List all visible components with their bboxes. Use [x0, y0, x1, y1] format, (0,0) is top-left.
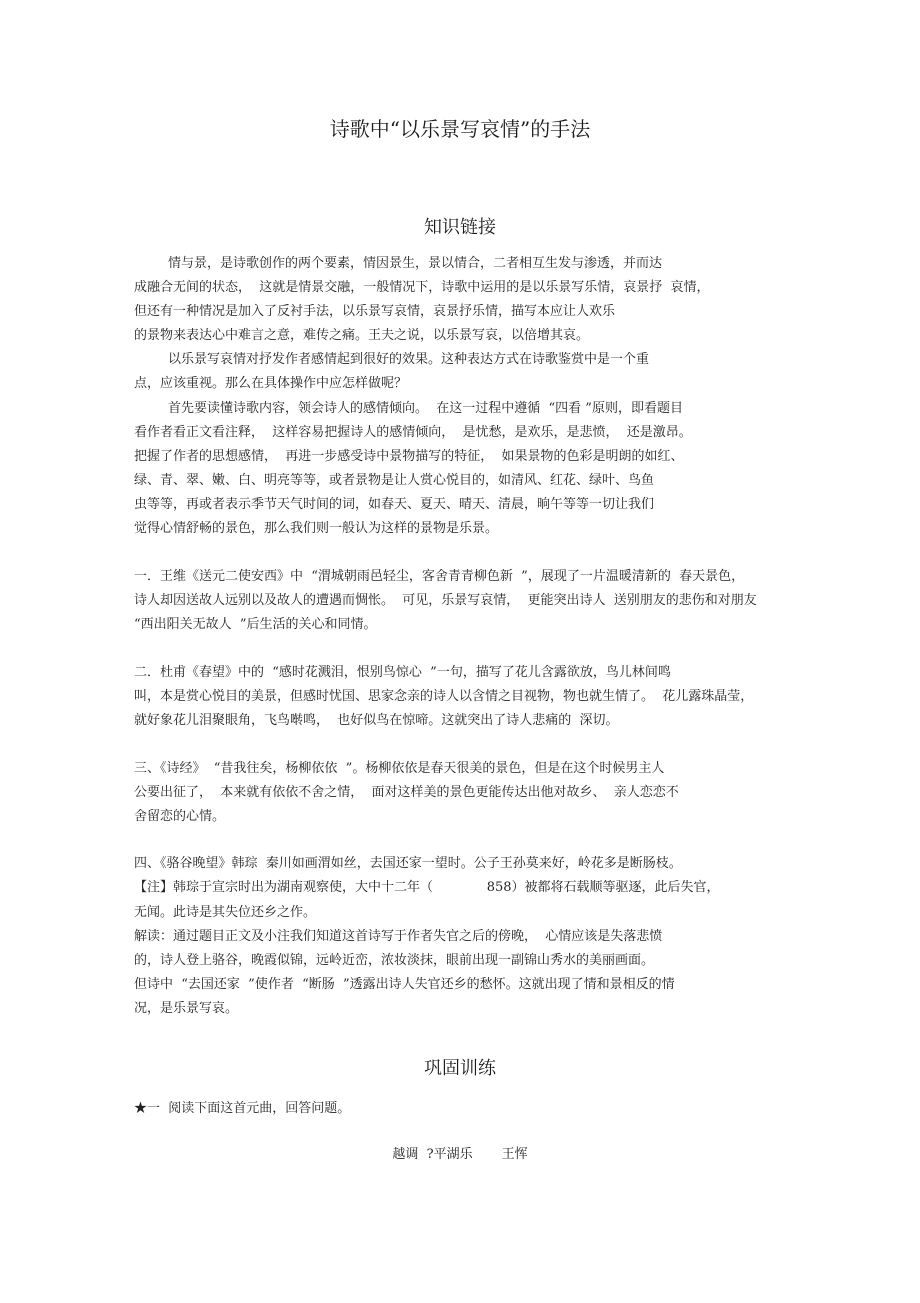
example-4-line: 况，是乐景写哀。 [134, 1001, 239, 1016]
example-3-line: 三、《诗经》 “昔我往矣，杨柳依依 ”。杨柳依依是春天很美的景色，但是在这个时候男主人 [134, 761, 665, 776]
example-4-line: 的，诗人登上骆谷，晚霞似锦，远岭近峦，浓妆淡抹，眼前出现一副锦山秀水的美丽画面。 [134, 953, 655, 968]
intro-line: 情与景，是诗歌创作的两个要素，情因景生，景以情合，二者相互生发与渗透，并而达 [168, 256, 663, 271]
intro-line: 点，应该重视。那么在具体操作中应怎样做呢？ [134, 376, 408, 391]
intro-line: 虫等等，再或者表示季节天气时间的词，如春天、夏天、晴天、清晨，晌午等等一切让我们 [134, 497, 655, 512]
section-heading-practice: 巩固训练 [424, 1058, 496, 1079]
intro-line: 把握了作者的思想感情， 再进一步感受诗中景物描写的特征， 如果景物的色彩是明朗的如红、 [134, 449, 684, 464]
example-2-line: 二．杜甫《春望》中的 “感时花溅泪，恨别鸟惊心 ”一句，描写了花儿含露欲放，鸟儿林间鸣 [134, 665, 671, 680]
example-3-line: 舍留恋的心情。 [134, 809, 226, 824]
intro-line: 但还有一种情况是加入了反衬手法，以乐景写哀情，哀景抒乐情，描写本应让人欢乐 [134, 304, 616, 319]
page-title: 诗歌中“以乐景写哀情”的手法 [329, 117, 591, 141]
example-4-line: 但诗中 “去国还家 ”使作者 “断肠 ”透露出诗人失官还乡的愁怀。这就出现了情和景相反的情 [134, 977, 675, 992]
example-4-line: 无闻。此诗是其失位还乡之作。 [134, 905, 317, 920]
intro-line: 的景物来表达心中难言之意，难传之痛。王夫之说，以乐景写哀，以倍增其哀。 [134, 328, 590, 343]
example-1-line: “西出阳关无故人 ”后生活的关心和同情。 [134, 617, 377, 632]
intro-line: 觉得心情舒畅的景色，那么我们则一般认为这样的景物是乐景。 [134, 521, 499, 536]
example-4-line: 解读：通过题目正文及小注我们知道这首诗写于作者失官之后的傍晚， 心情应该是失落悲愤 [134, 929, 663, 944]
example-4-note: 【注】韩琮于宣宗时出为湖南观察使，大中十二年（ 858）被都将石载顺等驱逐，此后失官， [134, 880, 720, 895]
example-2-line: 叫，本是赏心悦目的美景，但感时忧国、思家念亲的诗人以含情之目视物，物也就生情了。 花儿露珠晶莹， [134, 689, 754, 704]
example-3-line: 公要出征了， 本来就有依依不舍之情， 面对这样美的景色更能传达出他对故乡、 亲人恋恋不 [134, 785, 679, 800]
intro-line: 看作者看正文看注释， 这样容易把握诗人的感情倾向， 是忧愁，是欢乐，是悲愤， 还是激昂。 [134, 425, 692, 440]
example-2-line: 就好象花儿泪聚眼角，飞鸟啭鸣， 也好似鸟在惊啼。这就突出了诗人悲痛的 深切。 [134, 713, 619, 728]
example-4-line: 四、《骆谷晚望》韩琮 秦川如画渭如丝，去国还家一望时。公子王孙莫来好，岭花多是断肠枝。 [134, 856, 682, 871]
example-1-line: 一．王维《送元二使安西》中 “渭城朝雨邑轻尘，客舍青青柳色新 ”，展现了一片温暖清新的 春天景色， [134, 569, 745, 584]
poem-title: 越调 ?平湖乐 王恽 [392, 1147, 528, 1162]
intro-line: 以乐景写哀情对抒发作者感情起到很好的效果。这种表达方式在诗歌鉴赏中是一个重 [168, 352, 650, 367]
intro-line: 首先要读懂诗歌内容，领会诗人的感情倾向。 在这一过程中遵循 “四看 ”原则，即看题目 [168, 401, 683, 416]
intro-line: 绿、青、翠、嫩、白、明亮等等，或者景物是让人赏心悦目的，如清风、红花、绿叶、鸟鱼 [134, 473, 655, 488]
section-heading-knowledge: 知识链接 [424, 217, 496, 238]
intro-line: 成融合无间的状态， 这就是情景交融，一般情况下，诗歌中运用的是以乐景写乐情，哀景抒 哀情， [134, 280, 710, 295]
example-1-line: 诗人却因送故人远别以及故人的遭遇而惆怅。 可见，乐景写哀情， 更能突出诗人 送别朋友的悲伤和对朋友 [134, 593, 757, 608]
practice-question: ★一 阅读下面这首元曲，回答问题。 [134, 1101, 351, 1116]
